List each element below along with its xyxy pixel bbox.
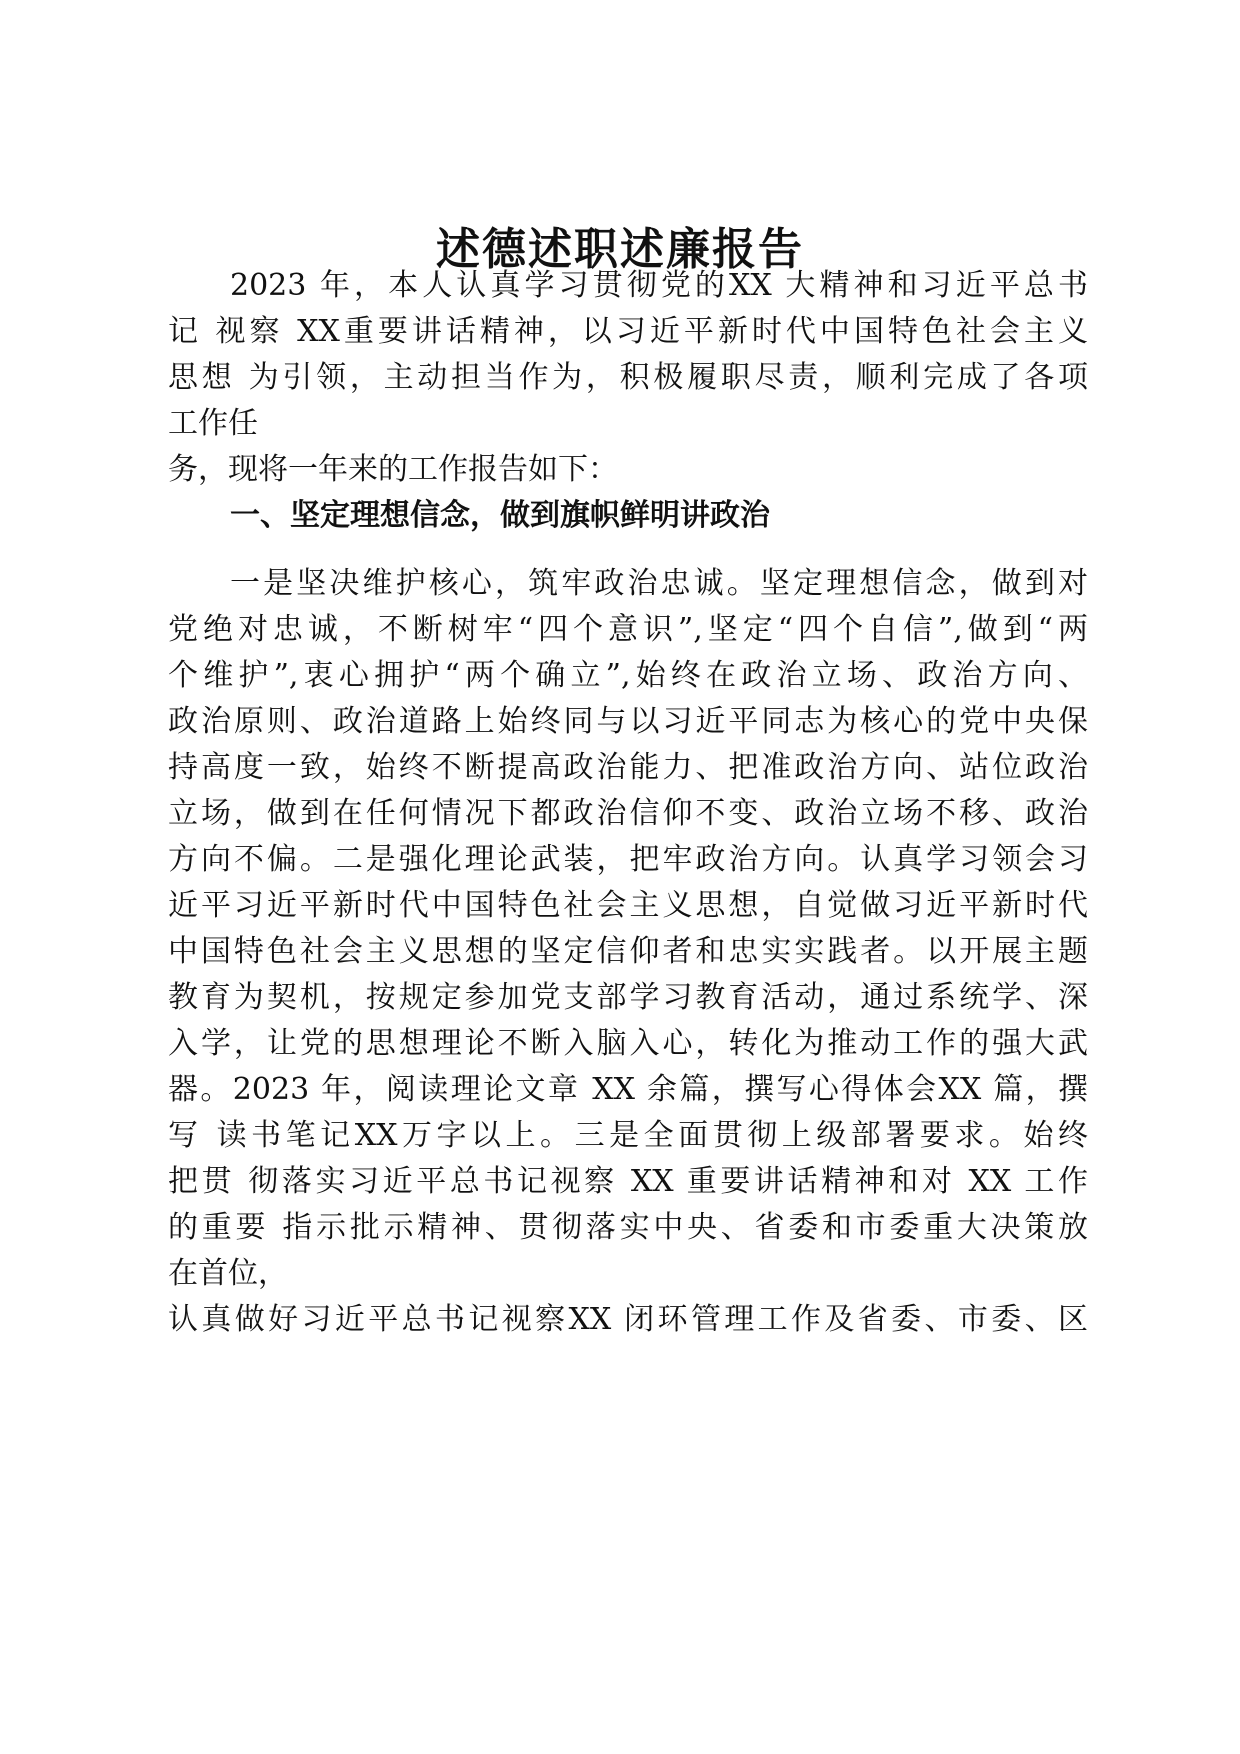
body-line: 立场，做到在任何情况下都政治信仰不变、政治立场不移、政治 [168,796,1088,831]
section-heading: 一、坚定理想信念，做到旗帜鲜明讲政治 [230,498,770,533]
body-line: 个维护”,衷心拥护“两个确立”,始终在政治立场、政治方向、 [168,658,1088,693]
body-line: 中国特色社会主义思想的坚定信仰者和忠实实践者。以开展主题 [168,934,1088,969]
body-line: 持高度一致，始终不断提高政治能力、把准政治方向、站位政治 [168,750,1088,785]
intro-line: 务，现将一年来的工作报告如下： [168,452,618,487]
body-line: 认真做好习近平总书记视察XX 闭环管理工作及省委、市委、区 [168,1302,1088,1337]
body-line: 近平习近平新时代中国特色社会主义思想，自觉做习近平新时代 [168,888,1088,923]
body-line: 在首位， [168,1256,288,1291]
body-line: 的重要 指示批示精神、贯彻落实中央、省委和市委重大决策放 [168,1210,1088,1245]
body-line: 器。2023 年，阅读理论文章 XX 余篇，撰写心得体会XX 篇，撰 [168,1072,1088,1107]
body-line: 政治原则、政治道路上始终同与以习近平同志为核心的党中央保 [168,704,1088,739]
intro-line: 思想 为引领，主动担当作为，积极履职尽责，顺利完成了各项 [168,360,1088,395]
body-line: 把贯 彻落实习近平总书记视察 XX 重要讲话精神和对 XX 工作 [168,1164,1088,1199]
document-title: 述德述职述廉报告 [436,224,804,275]
intro-line: 工作任 [168,406,258,441]
body-line: 教育为契机，按规定参加党支部学习教育活动，通过系统学、深 [168,980,1088,1015]
body-line: 党绝对忠诚，不断树牢“四个意识”,坚定“四个自信”,做到“两 [168,612,1088,647]
body-line: 一是坚决维护核心，筑牢政治忠诚。坚定理想信念，做到对 [230,566,1088,601]
intro-line: 记 视察 XX重要讲话精神，以习近平新时代中国特色社会主义 [168,314,1088,349]
body-line: 入学，让党的思想理论不断入脑入心，转化为推动工作的强大武 [168,1026,1088,1061]
body-line: 方向不偏。二是强化理论武装，把牢政治方向。认真学习领会习 [168,842,1088,877]
intro-line: 2023 年，本人认真学习贯彻党的XX 大精神和习近平总书 [230,268,1088,303]
body-line: 写 读书笔记XX万字以上。三是全面贯彻上级部署要求。始终 [168,1118,1088,1153]
